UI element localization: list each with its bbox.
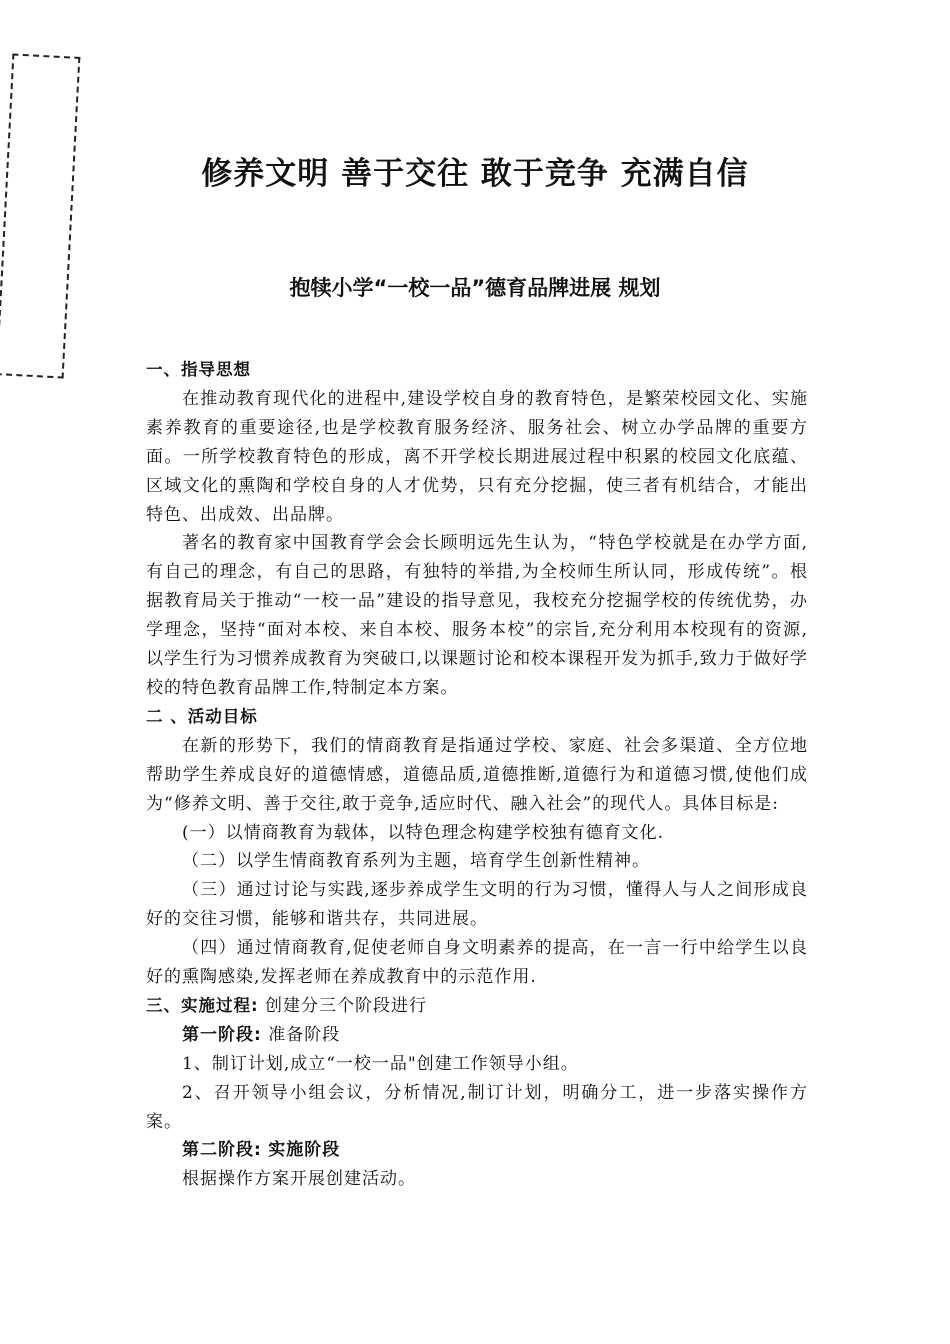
goal-item: （三）通过讨论与实践,逐步养成学生文明的行为习惯，懂得人与人之间形成良好的交往习惯，能够和谐共存，共同进展。	[146, 880, 808, 930]
paragraph: 在新的形势下，我们的情商教育是指通过学校、家庭、社会多渠道、全方位地帮助学生养成良好的道德情感，道德品质,道德推断,道德行为和道德习惯,使他们成为“修养文明、善于交往,敢于竞争,适应时代、融入社会”的现代人。具体目标是:	[146, 735, 808, 814]
goal-item: （四）通过情商教育,促使老师自身文明素养的提高，在一言一行中给学生以良好的熏陶感染,发挥老师在养成教育中的示范作用.	[146, 938, 808, 988]
stage-name: 准备阶段	[268, 1024, 341, 1045]
paragraph: 在推动教育现代化的进程中,建设学校自身的教育特色，是繁荣校园文化、实施素养教育的重要途径,也是学校教育服务经济、服务社会、树立办学品牌的重要方面。一所学校教育特色的形成，离不开学校长期进展过程中积累的校园文化底蕴、区域文化的熏陶和学校自身的人才优势，只有充分挖掘，使三者有机结合，才能出特色、出成效、出品牌。	[146, 388, 808, 525]
stage-item: 2、召开领导小组会议，分析情况,制订计划，明确分工，进一步落实操作方案。	[146, 1082, 808, 1132]
binding-margin-box	[0, 53, 80, 378]
stage-heading-1	[146, 1021, 808, 1050]
section-heading-process	[146, 992, 808, 1021]
stage-item: 1、制订计划,成立“一校一品"创建工作领导小组。	[182, 1053, 579, 1074]
section-heading-note: 创建分三个阶段进行	[265, 995, 428, 1016]
section-heading-label: 三、实施过程:	[146, 995, 259, 1015]
stage-label: 第二阶段:	[182, 1140, 262, 1161]
document-subtitle: 抱犊小学“一校一品”德育品牌进展 规划	[289, 276, 661, 300]
goal-item: （二）以学生情商教育系列为主题，培育学生创新性精神。	[182, 851, 650, 872]
stage-name: 实施阶段	[268, 1140, 341, 1161]
paragraph: 根据操作方案开展创建活动。	[182, 1169, 416, 1190]
stage-label: 第一阶段:	[182, 1024, 262, 1045]
section-heading-guiding: 一、指导思想	[146, 360, 251, 379]
document-title: 修养文明 善于交往 敢于竞争 充满自信	[201, 156, 749, 192]
document-body	[146, 356, 808, 1194]
goal-item: (一）以情商教育为载体，以特色理念构建学校独有德育文化.	[182, 822, 665, 843]
paragraph: 著名的教育家中国教育学会会长顾明远先生认为，“特色学校就是在办学方面,有自己的理念，有自己的思路，有独特的举措,为全校师生所认同，形成传统”。根据教育局关于推动“一校一品”建设的指导意见，我校充分挖掘学校的传统优势，办学理念，坚持“面对本校、来自本校、服务本校”的宗旨,充分利用本校现有的资源,以学生行为习惯养成教育为突破口,以课题讨论和校本课程开发为抓手,致力于做好学校的特色教育品牌工作,特制定本方案。	[146, 533, 808, 698]
stage-heading-2	[146, 1136, 808, 1165]
section-heading-goals: 二 、活动目标	[146, 706, 258, 726]
